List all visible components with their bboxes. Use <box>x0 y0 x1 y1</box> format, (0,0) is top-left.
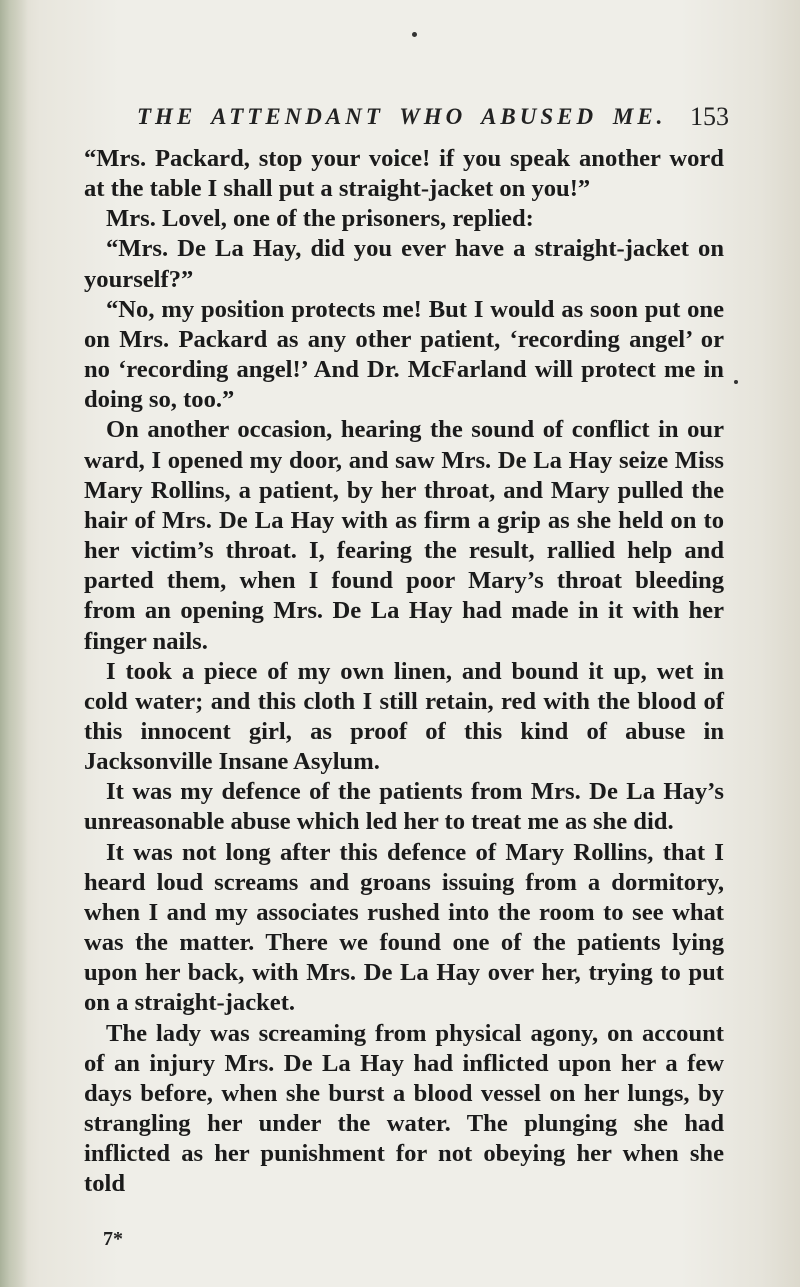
running-title: THE ATTENDANT WHO ABUSED ME. <box>137 104 667 129</box>
print-speck <box>734 380 738 384</box>
paragraph: “No, my position protects me! But I would as soon put one on Mrs. Packard as any other patient, ‘recording angel’ or no ‘recording angel!’ And Dr. McFarland will protect me in doing so, too.” <box>84 295 724 414</box>
body-text <box>84 144 724 1199</box>
paragraph: The lady was screaming from physical agony, on account of an injury Mrs. De La Hay had inflicted upon her a few days before, when she burst a blood vessel on her lungs, by strangling her under the water. The plunging she had inflicted as her punishment for not obeying her when she told <box>84 1019 724 1198</box>
paragraph: Mrs. Lovel, one of the prisoners, replied: <box>106 205 534 233</box>
gutter-shadow <box>0 0 28 1287</box>
paragraph: It was not long after this defence of Mary Rollins, that I heard loud screams and groans issuing from a dormitory, when I and my associates rushed into the room to see what was the matter. There we found one of the patients lying upon her back, with Mrs. De La Hay over her, trying to put on a straight-jacket. <box>84 838 724 1017</box>
paragraph: “Mrs. Packard, stop your voice! if you speak another word at the table I shall put a straight-jacket on you!” <box>84 145 724 203</box>
print-speck <box>412 32 417 37</box>
paragraph: It was my defence of the patients from Mrs. De La Hay’s unreasonable abuse which led her to treat me as she did. <box>84 778 724 836</box>
paragraph: “Mrs. De La Hay, did you ever have a straight-jacket on yourself?” <box>84 235 724 293</box>
page-number: 153 <box>690 102 729 131</box>
signature-mark: 7* <box>103 1228 123 1250</box>
paragraph: On another occasion, hearing the sound of conflict in our ward, I opened my door, and saw Mrs. De La Hay seize Miss Mary Rollins, a patient, by her throat, and Mary pulled the hair of Mrs. De La Hay with as firm a grip as she held on to her victim’s throat. I, fearing the result, rallied help and parted them, when I found poor Mary’s throat bleeding from an opening Mrs. De La Hay had made in it with her finger nails. <box>84 416 724 655</box>
paragraph: I took a piece of my own linen, and bound it up, wet in cold water; and this cloth I still retain, red with the blood of this innocent girl, as proof of this kind of abuse in Jacksonville Insane Asylum. <box>84 657 724 776</box>
